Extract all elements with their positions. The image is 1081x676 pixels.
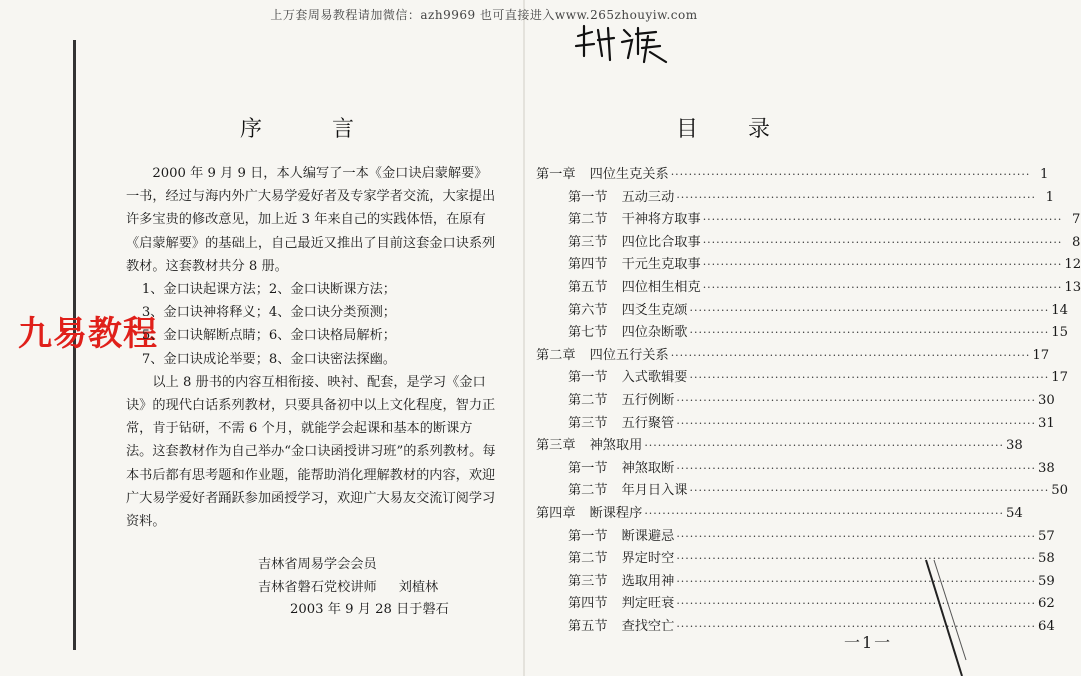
toc-leader-dots: ················································································ xyxy=(676,619,1037,633)
toc-leader-dots: ················································································ xyxy=(702,258,1063,272)
toc-entry-page: 7 xyxy=(1072,212,1081,228)
toc-entry-title: 断课程序 xyxy=(589,505,643,521)
toc-section-row xyxy=(536,525,1055,548)
toc-entry-title: 四位比合取事 xyxy=(621,234,701,250)
toc-section-row xyxy=(536,186,1055,209)
toc-entry-number: 第五节 xyxy=(568,618,608,634)
signature-org-2: 吉林省磐石党校讲师 xyxy=(258,579,377,595)
toc-leader-dots: ················································································ xyxy=(676,529,1037,543)
toc-entry-title: 四爻生克颂 xyxy=(621,302,688,318)
toc-section-row xyxy=(536,570,1055,593)
toc-entry-title: 选取用神 xyxy=(621,573,675,589)
toc-entry-title: 断课避忌 xyxy=(621,528,675,544)
side-watermark: 九易教程 xyxy=(18,314,158,354)
toc-section-row xyxy=(536,412,1055,435)
toc-entry-page: 50 xyxy=(1051,483,1069,499)
toc-entry-title: 四位五行关系 xyxy=(589,347,669,363)
signature-date: 2003 年 9 月 28 日于磐石 xyxy=(290,602,449,617)
toc-entry-title: 干神将方取事 xyxy=(621,212,701,228)
toc-entry-page: 62 xyxy=(1038,596,1055,612)
toc-section-row xyxy=(536,276,1081,299)
toc-entry-page: 54 xyxy=(1006,505,1023,521)
toc-entry-title: 五行例断 xyxy=(621,392,675,408)
toc-entry-number: 第一节 xyxy=(568,370,608,386)
toc-entry-number: 第二节 xyxy=(568,551,608,567)
toc-section-row xyxy=(536,231,1081,254)
toc-entry-page: 38 xyxy=(1038,460,1055,476)
toc-entry-number: 第一章 xyxy=(536,167,576,182)
toc-section-row xyxy=(536,366,1069,389)
volume-list-line: 7、金口诀成论举要；8、金口诀密法探幽。 xyxy=(141,351,396,367)
toc-entry-page: 14 xyxy=(1051,302,1069,318)
toc-entry-number: 第一节 xyxy=(568,189,608,205)
toc-section-row xyxy=(536,389,1055,412)
toc-title: 目录 xyxy=(676,117,821,142)
toc-section-row xyxy=(536,479,1069,502)
toc-entry-page: 13 xyxy=(1064,279,1081,295)
toc-entry-title: 五动三动 xyxy=(621,189,675,205)
toc-entry-number: 第二节 xyxy=(568,483,608,499)
toc-leader-dots: ················································································ xyxy=(644,506,1005,520)
volume-list-line: 5、金口诀解断点睛；6、金口诀格局解析； xyxy=(141,328,396,344)
toc-leader-dots: ················································································ xyxy=(670,168,1031,181)
toc-leader-dots: ················································································ xyxy=(676,597,1037,611)
toc-leader-dots: ················································································ xyxy=(702,213,1063,227)
toc-entry-title: 界定时空 xyxy=(621,551,675,567)
toc-chapter-row xyxy=(536,502,1023,525)
toc-entry-title: 五行聚管 xyxy=(621,415,675,431)
toc-entry-number: 第一节 xyxy=(568,460,608,476)
table-of-contents xyxy=(536,163,1081,637)
toc-entry-number: 第四章 xyxy=(536,505,576,521)
toc-entry-number: 第六节 xyxy=(568,302,608,318)
toc-entry-page: 38 xyxy=(1006,438,1023,454)
toc-entry-page: 57 xyxy=(1038,528,1055,544)
toc-entry-number: 第四节 xyxy=(568,257,608,273)
signature-author: 刘植林 xyxy=(398,579,439,595)
top-watermark: 上万套周易教程请加微信：azh9969 也可直接进入www.265zhouyiw.com xyxy=(270,8,698,22)
toc-entry-title: 判定旺衰 xyxy=(621,596,675,612)
toc-entry-page: 1 xyxy=(1040,167,1049,182)
toc-entry-number: 第三节 xyxy=(568,573,608,589)
toc-entry-page: 17 xyxy=(1051,370,1069,386)
toc-entry-title: 四位杂断歌 xyxy=(621,325,688,341)
toc-leader-dots: ················································································ xyxy=(676,190,1037,204)
toc-leader-dots: ················································································ xyxy=(644,439,1005,453)
volume-list-line: 3、金口诀神将释义；4、金口诀分类预测； xyxy=(141,305,396,321)
toc-entry-title: 神煞取用 xyxy=(589,438,643,454)
preface-body xyxy=(126,162,498,533)
toc-entry-number: 第二节 xyxy=(568,392,608,408)
toc-entry-page: 17 xyxy=(1032,347,1050,363)
toc-entry-title: 查找空亡 xyxy=(621,618,675,634)
toc-section-row xyxy=(536,547,1055,570)
toc-entry-title: 四位生克关系 xyxy=(589,167,669,182)
toc-section-row xyxy=(536,321,1069,344)
toc-entry-title: 干元生克取事 xyxy=(621,257,701,273)
toc-section-row xyxy=(536,299,1069,322)
toc-entry-number: 第三节 xyxy=(568,415,608,431)
toc-section-row xyxy=(536,592,1055,615)
toc-entry-page: 8 xyxy=(1072,234,1081,250)
toc-entry-title: 入式歌辑要 xyxy=(621,370,688,386)
toc-entry-page: 31 xyxy=(1038,415,1055,431)
toc-leader-dots: ················································································ xyxy=(676,552,1037,566)
signature-org-1: 吉林省周易学会会员 xyxy=(258,557,377,572)
preface-title: 序言 xyxy=(240,117,425,142)
toc-entry-number: 第三节 xyxy=(568,234,608,250)
toc-entry-page: 12 xyxy=(1064,257,1081,273)
page-number-mark: 一1一 xyxy=(844,633,893,652)
toc-entry-page: 1 xyxy=(1045,189,1055,205)
toc-leader-dots: ················································································ xyxy=(676,574,1037,588)
volume-list-line: 1、金口诀起课方法；2、金口诀断课方法； xyxy=(141,282,396,298)
toc-section-row xyxy=(536,208,1081,231)
preface-closing: 以上 8 册书的内容互相衔接、映衬、配套，是学习《金口诀》的现代白话系列教材，只要具备初中以上文化程度，智力正常，肯于钻研，不需 6 个月，就能学会起课和基本的断课方法。这套教材作为自己举办“金口诀函授讲习班”的系列教材。每本书后都有思考题和作业题，能帮助消化理解教材的内容，欢迎广大易学爱好者踊跃参加函授学习，欢迎广大易友交流订阅学习资料。 xyxy=(126,374,496,530)
toc-leader-dots: ················································································ xyxy=(702,235,1063,249)
toc-entry-page: 30 xyxy=(1038,392,1055,408)
toc-section-row xyxy=(536,457,1055,480)
toc-leader-dots: ················································································ xyxy=(676,393,1037,407)
toc-chapter-row xyxy=(536,434,1023,457)
toc-leader-dots: ················································································ xyxy=(676,416,1037,430)
toc-entry-number: 第二章 xyxy=(536,347,576,363)
toc-leader-dots: ················································································ xyxy=(676,461,1037,475)
toc-leader-dots: ················································································ xyxy=(689,303,1050,317)
toc-leader-dots: ················································································ xyxy=(702,280,1063,294)
toc-entry-title: 年月日入课 xyxy=(621,483,688,499)
toc-entry-title: 四位相生相克 xyxy=(621,279,701,295)
toc-leader-dots: ················································································ xyxy=(689,326,1050,340)
toc-leader-dots: ················································································ xyxy=(689,371,1050,385)
toc-leader-dots: ················································································ xyxy=(689,484,1050,498)
toc-entry-number: 第一节 xyxy=(568,528,608,544)
toc-entry-page: 15 xyxy=(1051,325,1069,341)
toc-entry-page: 64 xyxy=(1038,618,1055,634)
toc-entry-number: 第三章 xyxy=(536,438,576,454)
toc-chapter-row xyxy=(536,344,1050,367)
toc-entry-number: 第四节 xyxy=(568,596,608,612)
signature-block xyxy=(258,554,449,622)
toc-entry-number: 第五节 xyxy=(568,279,608,295)
toc-entry-title: 神煞取断 xyxy=(621,460,675,476)
toc-entry-page: 59 xyxy=(1038,573,1055,589)
toc-leader-dots: ················································································ xyxy=(670,348,1031,362)
handwritten-title xyxy=(572,22,672,66)
toc-entry-number: 第七节 xyxy=(568,325,608,341)
toc-entry-number: 第二节 xyxy=(568,212,608,228)
toc-chapter-row xyxy=(536,163,1049,186)
preface-paragraph: 2000 年 9 月 9 日，本人编写了一本《金口诀启蒙解要》一书，经过与海内外广大易学爱好者及专家学者交流，大家提出许多宝贵的修改意见，加上近 3 年来自己的实践体悟，在原有《启蒙解要》的基础上，自己最近又推出了目前这套金口诀系列教材。这套教材共分 8 册。 xyxy=(126,166,496,274)
toc-entry-page: 58 xyxy=(1038,551,1055,567)
toc-section-row xyxy=(536,253,1081,276)
